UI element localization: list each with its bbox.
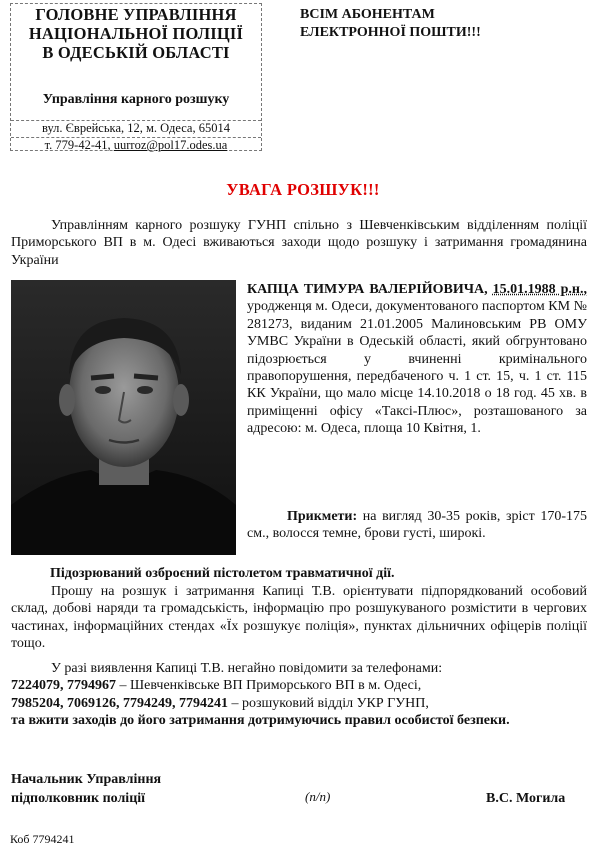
signatory-title — [11, 770, 261, 808]
document-footer-code: Коб 7794241 — [10, 832, 75, 846]
recipients-heading — [300, 6, 560, 42]
signatory-title-line2: підполковник поліції — [11, 791, 146, 806]
suspect-description: уродженця м. Одеси, документованого паспортом КМ № 281273, виданим 21.01.2005 Малиновським РВ ОМУ УМВС України в Одеській області, який обгрунтовано підозрюється у вчиненні кримінального правопорушення, передбаченого ч. 1 ст. 15, ч. 1 ст. 115 КК України, що мало місце 14.10.2018 о 18 год. 45 хв. в приміщенні офісу «Таксі-Плюс», розташованого за адресою: м. Одеса, площа 10 Квітня, 1. — [247, 299, 587, 437]
contact-closing: та вжити заходів до його затримання дотримуючись правил особистої безпеки. — [11, 713, 510, 729]
suspect-details — [247, 281, 587, 438]
signatory-title-line1: Начальник Управління — [11, 772, 162, 787]
contact-search-unit-text: – розшуковий відділ УКР ГУНП, — [231, 695, 429, 711]
recipients-line2: ЕЛЕКТРОННОЇ ПОШТИ!!! — [300, 25, 481, 40]
intro-paragraph: Управлінням карного розшуку ГУНП спільно з Шевченківським відділенням поліції Приморського ВП в м. Одесі вживаються заходи щодо розшуку і затримання громадянина України — [11, 218, 587, 268]
contact-station-text: – Шевченківське ВП Приморського ВП в м. Одесі, — [119, 678, 422, 694]
recipients-line1: ВСІМ АБОНЕНТАМ — [300, 7, 435, 22]
signed-mark: (п/п) — [305, 789, 331, 804]
agency-contacts — [11, 137, 261, 152]
contact-lead: У разі виявлення Капиці Т.В. негайно повідомити за телефонами: — [51, 661, 443, 676]
signatory-name: В.С. Могила — [486, 791, 566, 806]
features-label: Прикмети: — [287, 509, 358, 524]
contact-phones-station: 7224079, 7794967 — [11, 678, 116, 694]
suspect-portrait-graphic — [11, 280, 236, 555]
agency-name-line2: НАЦІОНАЛЬНОЇ ПОЛІЦІЇ — [28, 24, 244, 43]
contact-phones-search-unit: 7985204, 7069126, 7794249, 7794241 — [11, 695, 228, 711]
request-paragraph: Прошу на розшук і затримання Капиці Т.В. орієнтувати підпорядкований особовий склад, добові наряди та громадськість, інформацію про розшукуваного розмістити в чергових частинах, інформаційних стендах «Їх розшукує поліція», пунктах дільничних офіцерів поліції тощо. — [11, 584, 587, 652]
armed-warning: Підозрюваний озброєний пістолетом травматичної дії. — [50, 566, 395, 581]
agency-name-line3: В ОДЕСЬКІЙ ОБЛАСТІ — [42, 43, 230, 62]
agency-name-line1: ГОЛОВНЕ УПРАВЛІННЯ — [35, 5, 237, 24]
contact-paragraph — [11, 660, 587, 730]
agency-email[interactable]: uurroz@pol17.odes.ua — [113, 138, 228, 152]
suspect-features — [247, 508, 587, 543]
department-name: Управління карного розшуку — [42, 92, 230, 107]
wanted-alert-title: УВАГА РОЗШУК!!! — [226, 180, 380, 199]
suspect-dob: 15.01.1988 р.н., — [492, 282, 587, 297]
suspect-name: КАПЦА ТИМУРА ВАЛЕРІЙОВИЧА, — [247, 282, 488, 297]
agency-phone: т. 779-42-41, — [44, 138, 111, 152]
features-text: на вигляд 30-35 років, зріст 170-175 см., волосся темне, брови густі, широкі. — [247, 509, 587, 542]
agency-address: вул. Єврейська, 12, м. Одеса, 65014 — [11, 120, 261, 136]
agency-header-box — [10, 3, 262, 151]
suspect-photo — [11, 280, 236, 555]
agency-name — [11, 5, 261, 62]
